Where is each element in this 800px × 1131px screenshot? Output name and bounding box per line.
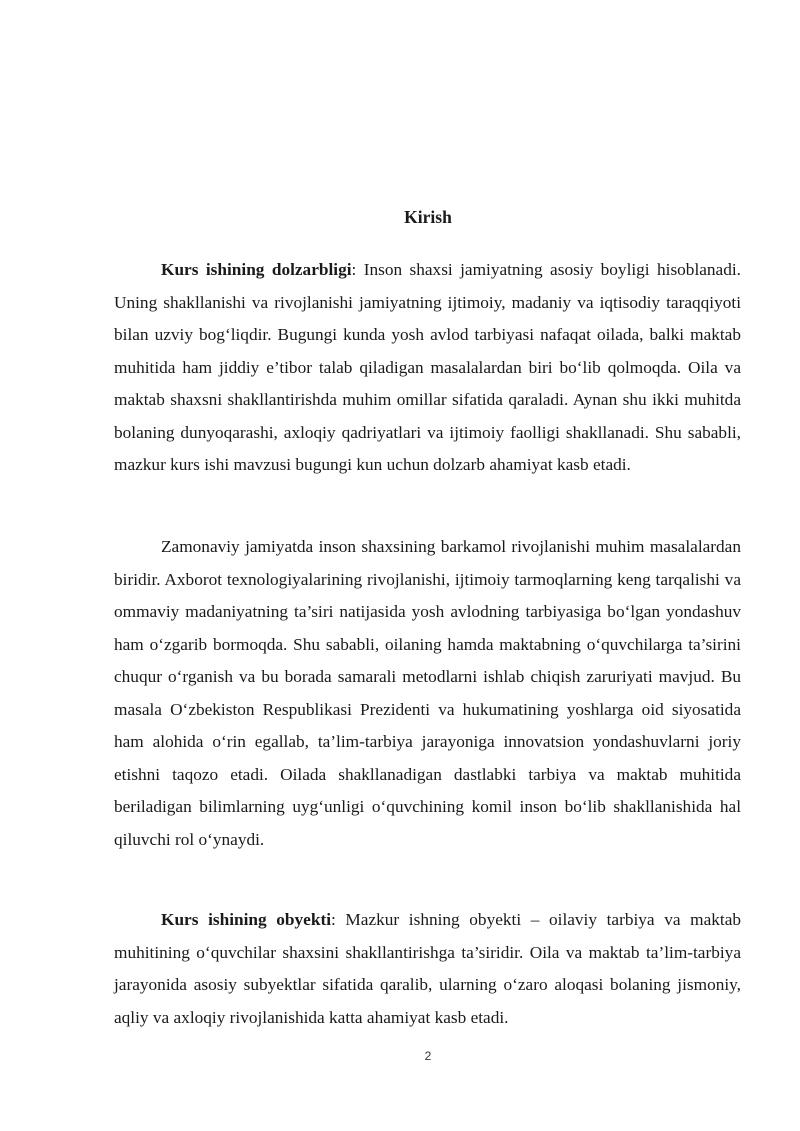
paragraph-relevance: [114, 254, 741, 482]
paragraph-object: [114, 904, 741, 1034]
page-number: 2: [424, 1049, 432, 1063]
paragraph-text: Zamonaviy jamiyatda inson shaxsining barkamol rivojlanishi muhim masalalardan biridir. Axborot texnologiyalarining rivojlanishi, ijtimoiy tarmoqlarning keng tarqalishi va ommaviy madaniyatning ta’siri natijasida yosh avlodning tarbiyasiga bo‘lgan yondashuv ham o‘zgarib bormoqda. Shu sababli, oilaning hamda maktabning o‘quvchilarga ta’sirini chuqur o‘rganish va bu borada samarali metodlarni ishlab chiqish zaruriyati mavjud. Bu masala O‘zbekiston Respublikasi Prezidenti va hukumatining yoshlarga oid siyosatida ham alohida o‘rin egallab, ta’lim-tarbiya jarayoniga innovatsion yondashuvlarni joriy etishni taqozo etadi. Oilada shakllanadigan dastlabki tarbiya va maktab muhitida beriladigan bilimlarning uyg‘unligi o‘quvchining komil inson bo‘lib shakllanishida hal qiluvchi rol o‘ynaydi.: [114, 537, 741, 849]
paragraph-context: [114, 531, 741, 856]
paragraph-text: : Inson shaxsi jamiyatning asosiy boyligi hisoblanadi. Uning shakllanishi va rivojlanishi jamiyatning ijtimoiy, madaniy va iqtisodiy taraqqiyoti bilan uzviy bog‘liqdir. Bugungi kunda yosh avlod tarbiyasi nafaqat oilada, balki maktab muhitida ham jiddiy e’tibor talab qiladigan masalalardan biri bo‘lib qolmoqda. Oila va maktab shaxsni shakllantirishda muhim omillar sifatida qaraladi. Aynan shu ikki muhitda bolaning dunyoqarashi, axloqiy qadriyatlari va ijtimoiy faolligi shakllanadi. Shu sababli, mazkur kurs ishi mavzusi bugungi kun uchun dolzarb ahamiyat kasb etadi.: [114, 260, 741, 474]
paragraph-text: : Mazkur ishning obyekti – oilaviy tarbiya va maktab muhitining o‘quvchilar shaxsini shakllantirishga ta’siridir. Oila va maktab ta’lim-tarbiya jarayonida asosiy subyektlar sifatida qaralib, ularning o‘zaro aloqasi bolaning jismoniy, aqliy va axloqiy rivojlanishida katta ahamiyat kasb etadi.: [114, 910, 742, 1027]
section-title: Kirish: [404, 207, 452, 227]
paragraph-lead: Kurs ishining dolzarbligi: [161, 260, 352, 279]
paragraph-lead: Kurs ishining obyekti: [161, 910, 332, 929]
